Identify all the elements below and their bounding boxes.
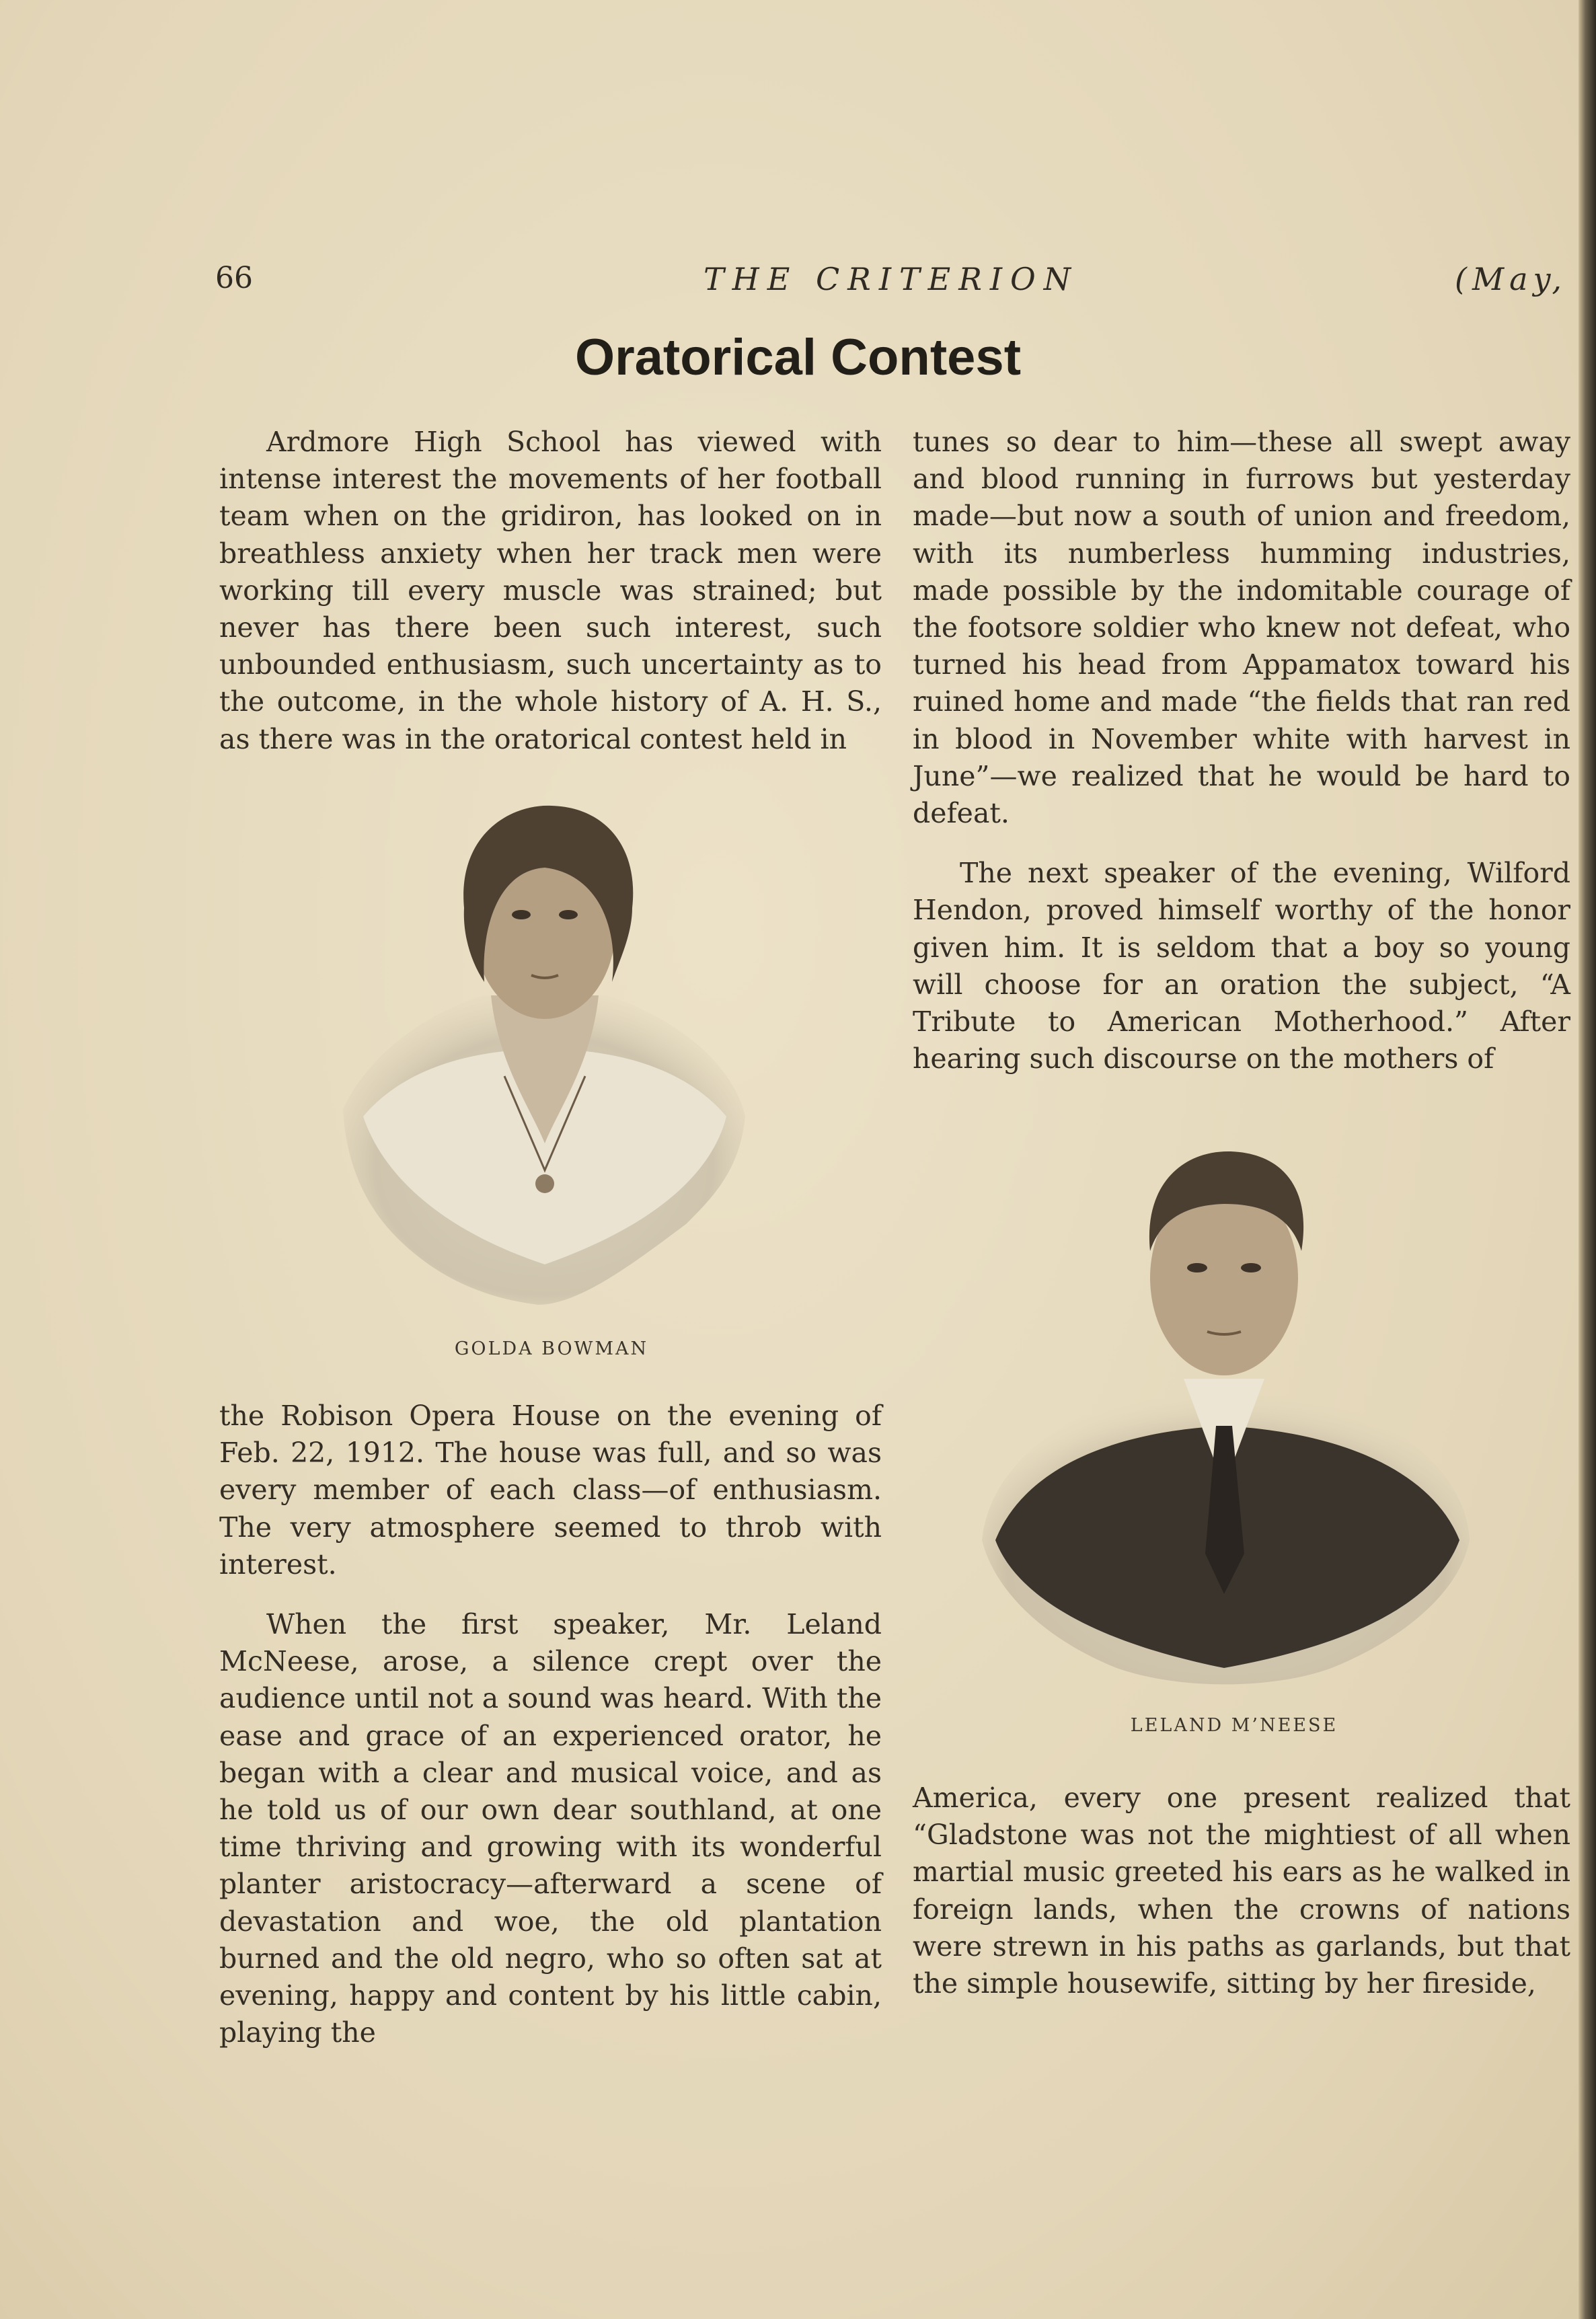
running-header bbox=[215, 261, 1567, 308]
paragraph: America, every one present realized that “Gladstone was not the mightiest of all when martial music greeted his ears as he walked in foreign lands, when the crowns of nations were strewn in his paths as garlands, but that the simple housewife, sitting by her fireside, bbox=[913, 1782, 1570, 2000]
issue-month: (May, bbox=[1455, 261, 1567, 297]
paragraph: the Robison Opera House on the evening of Feb. 22, 1912. The house was full, and so was every member of each class—of enthusiasm. The very atmosphere seemed to throb with interest. bbox=[219, 1400, 882, 1581]
page-number: 66 bbox=[215, 261, 253, 295]
right-column-bottom bbox=[913, 1780, 1570, 2002]
paragraph: tunes so dear to him—these all swept away and blood running in furrows but yesterday made—but now a south of union and freedom, with its numberless humming industries, made possible by the indomitable courage of the footsore soldier who knew not defeat, who turned his head from Appamatox toward his ruined home and made “the fields that ran red in blood in November white with harvest in June”—we realized that he would be hard to defeat. bbox=[913, 426, 1570, 830]
article-title: Oratorical Contest bbox=[574, 329, 1022, 386]
paragraph: Ardmore High School has viewed with intense interest the movements of her football team when on the gridiron, has looked on in breathless anxiety when her track men were working till every muscle was strained; but never has there been such interest, such unbounded enthusiasm, such uncertainty as to the outcome, in the whole history of A. H. S., as there was in the oratorical contest held in bbox=[219, 426, 882, 755]
left-column-top bbox=[219, 424, 882, 758]
portrait-golda-bowman bbox=[336, 794, 753, 1318]
journal-title: THE CRITERION bbox=[703, 261, 1079, 297]
portrait-leland-mcneese bbox=[968, 1110, 1480, 1702]
left-column-bottom bbox=[219, 1398, 882, 2051]
paragraph: The next speaker of the evening, Wilford Hendon, proved himself worthy of the honor given him. It is seldom that a boy so young will choose for an oration the subject, “A Tribute to American Motherhood.” After hearing such discourse on the mothers of bbox=[913, 857, 1570, 1075]
right-column-top bbox=[913, 424, 1570, 1077]
caption-golda-bowman: GOLDA BOWMAN bbox=[454, 1338, 649, 1359]
paragraph: When the first speaker, Mr. Leland McNeese, arose, a silence crept over the audience until not a sound was heard. With the ease and grace of an experienced orator, he began with a clear and musical voice, and as he told us of our own dear southland, at one time thriving and growing with its wonderful planter aristocracy—afterward a scene of devastation and woe, the old plantation burned and the old negro, who so often sat at evening, happy and content by his little cabin, playing the bbox=[219, 1608, 882, 2049]
caption-leland-mcneese: LELAND M’NEESE bbox=[1130, 1715, 1338, 1736]
